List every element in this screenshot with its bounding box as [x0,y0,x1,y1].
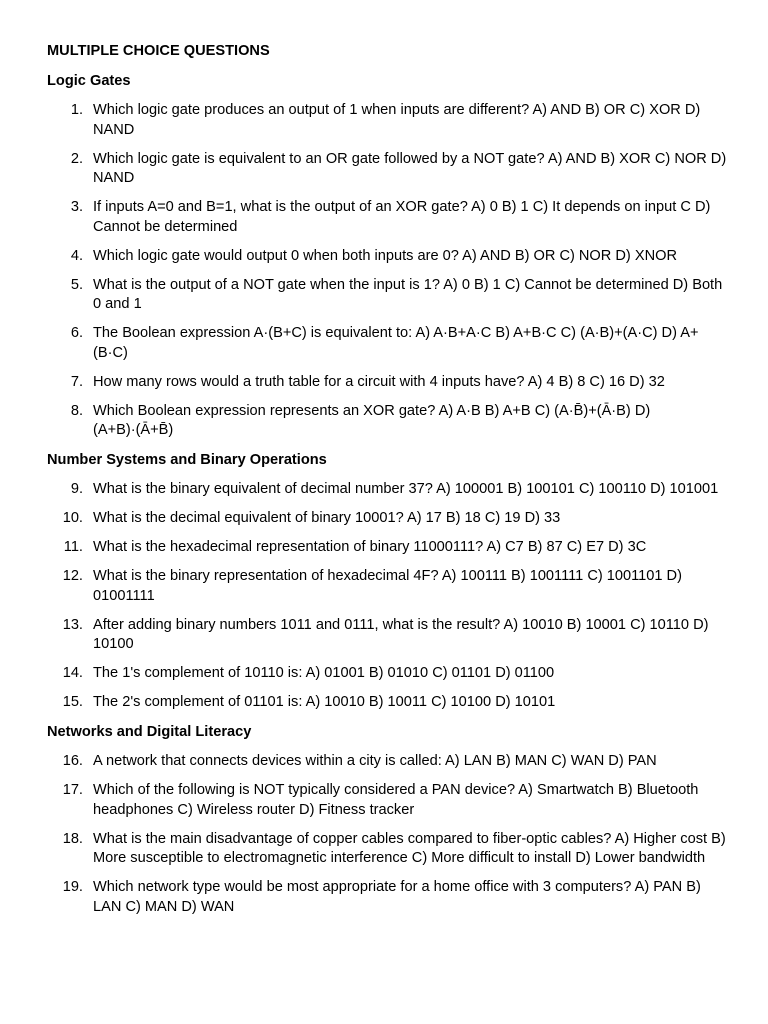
question-item [47,101,728,140]
question-text: What is the main disadvantage of copper cables compared to fiber-optic cables? A) Higher cost B) More susceptible to electromagnetic interference C) More difficult to install D) Lower bandwidth [93,830,726,866]
question-number: 10. [62,510,83,526]
question-number: 5. [70,276,83,293]
question-text: How many rows would a truth table for a circuit with 4 inputs have? A) 4 B) 8 C) 16 D) 32 [93,373,665,390]
question-item [47,567,728,606]
question-item [47,198,728,237]
question-text: The Boolean expression A·(B+C) is equivalent to: A) A·B+A·C B) A+B·C C) (A·B)+(A·C) D) A+(B·C) [93,325,699,361]
question-text: Which network type would be most appropriate for a home office with 3 computers? A) PAN B) LAN C) MAN D) WAN [93,879,701,915]
question-item [47,509,728,529]
sections-container [47,72,728,918]
question-text: The 2's complement of 01101 is: A) 10010 B) 10011 C) 10100 D) 10101 [93,694,556,710]
question-text: Which Boolean expression represents an XOR gate? A) A·B B) A+B C) (A·B̄)+(Ā·B) D) (A+B)·(Ā+B̄) [93,402,651,438]
question-item [47,150,728,189]
question-text: What is the binary equivalent of decimal number 37? A) 100001 B) 100101 C) 100110 D) 101001 [93,481,719,497]
question-item [47,830,728,869]
question-item [47,480,728,500]
question-text: What is the decimal equivalent of binary 10001? A) 17 B) 18 C) 19 D) 33 [93,510,561,526]
question-item [47,664,728,684]
question-number: 2. [70,150,83,167]
question-item [47,276,728,315]
question-number: 1. [70,102,83,118]
question-item [47,402,728,441]
question-text: If inputs A=0 and B=1, what is the output of an XOR gate? A) 0 B) 1 C) It depends on input C D) Cannot be determined [93,199,711,235]
question-item [47,324,728,363]
question-list [47,480,728,713]
question-text: After adding binary numbers 1011 and 0111, what is the result? A) 10010 B) 10001 C) 10110 D) 10100 [93,616,709,652]
section-heading: Logic Gates [47,72,131,89]
section-heading: Networks and Digital Literacy [47,723,252,740]
question-number: 15. [62,694,83,710]
question-item [47,616,728,655]
question-number: 17. [62,782,83,798]
question-item [47,878,728,917]
question-number: 4. [70,247,83,264]
question-number: 7. [70,373,83,390]
question-list [47,101,728,441]
question-text: What is the output of a NOT gate when the input is 1? A) 0 B) 1 C) Cannot be determined D) Both 0 and 1 [93,276,723,312]
question-number: 3. [70,199,83,215]
question-text: Which logic gate would output 0 when both inputs are 0? A) AND B) OR C) NOR D) XNOR [93,247,677,264]
question-number: 16. [62,753,83,769]
question-text: Which of the following is NOT typically considered a PAN device? A) Smartwatch B) Bluetooth headphones C) Wireless router D) Fitness tracker [93,782,699,818]
question-text: The 1's complement of 10110 is: A) 01001 B) 01010 C) 01101 D) 01100 [93,665,555,681]
question-text: What is the binary representation of hexadecimal 4F? A) 100111 B) 1001111 C) 1001101 D) 01001111 [93,568,682,604]
question-item [47,752,728,772]
question-item [47,373,728,393]
question-item [47,538,728,558]
question-list [47,752,728,917]
question-number: 8. [70,402,83,419]
question-number: 12. [62,568,83,584]
document-title: MULTIPLE CHOICE QUESTIONS [47,43,270,59]
question-number: 13. [62,616,83,633]
question-text: Which logic gate produces an output of 1 when inputs are different? A) AND B) OR C) XOR D) NAND [93,102,701,138]
question-item [47,693,728,713]
question-text: What is the hexadecimal representation of binary 11000111? A) C7 B) 87 C) E7 D) 3C [93,539,647,555]
section-heading: Number Systems and Binary Operations [47,451,327,468]
question-number: 14. [62,665,83,681]
question-number: 18. [62,830,83,847]
question-item [47,781,728,820]
question-number: 19. [62,879,83,895]
question-number: 11. [63,539,83,555]
question-number: 6. [70,325,83,341]
question-text: A network that connects devices within a city is called: A) LAN B) MAN C) WAN D) PAN [93,753,657,769]
question-text: Which logic gate is equivalent to an OR gate followed by a NOT gate? A) AND B) XOR C) NOR D) NAND [93,150,727,186]
question-number: 9. [70,481,83,497]
question-item [47,247,728,267]
